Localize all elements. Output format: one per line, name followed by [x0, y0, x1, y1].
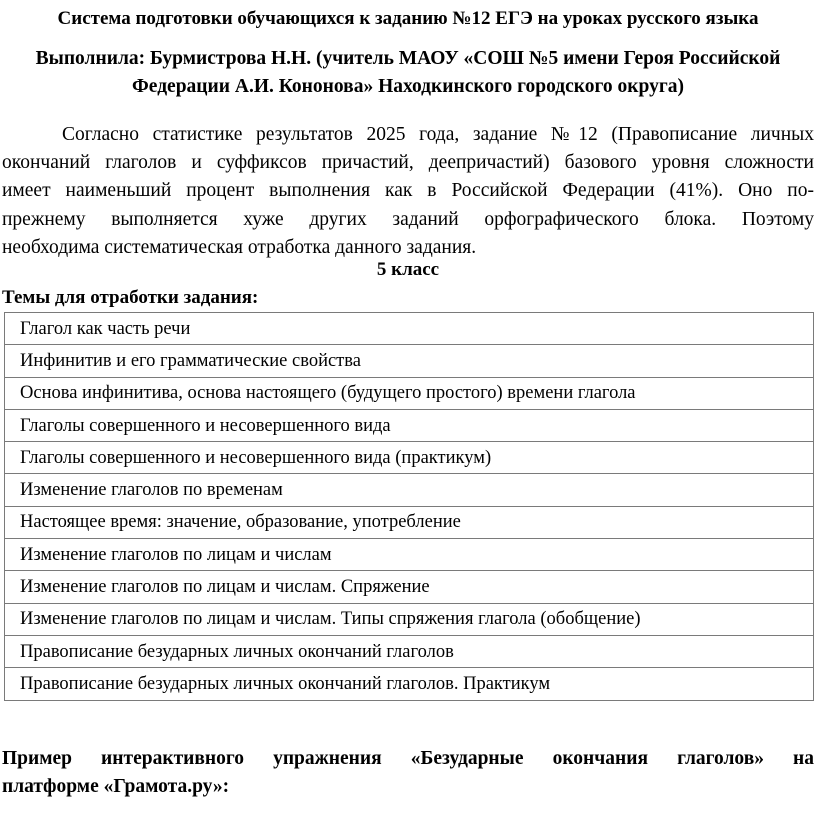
table-row [5, 377, 814, 409]
document-title: Система подготовки обучающихся к заданию №12 ЕГЭ на уроках русского языка [57, 8, 759, 29]
example-heading [2, 745, 814, 801]
topic-cell: Глаголы совершенного и несовершенного вида [5, 409, 814, 441]
example-line-2: платформе «Грамота.ру»: [2, 776, 230, 797]
topic-cell: Правописание безударных личных окончаний глаголов. Практикум [5, 668, 814, 700]
topics-heading: Темы для отработки задания: [2, 287, 259, 308]
topics-table [4, 312, 814, 701]
table-row [5, 539, 814, 571]
table-row [5, 313, 814, 345]
topic-cell: Основа инфинитива, основа настоящего (будущего простого) времени глагола [5, 377, 814, 409]
table-row [5, 668, 814, 700]
example-line-1: Пример интерактивного упражнения «Безударные окончания глаголов» на [2, 748, 814, 769]
topic-cell: Глагол как часть речи [5, 313, 814, 345]
table-row [5, 571, 814, 603]
table-row [5, 474, 814, 506]
table-row [5, 506, 814, 538]
intro-line: окончаний глаголов и суффиксов причастий, деепричастий) базового уровня сложности [2, 152, 814, 174]
intro-line: прежнему выполняется хуже других заданий орфографического блока. Поэтому [2, 208, 814, 230]
table-row [5, 345, 814, 377]
intro-line: Согласно статистике результатов 2025 года, задание №12 (Правописание личных [62, 124, 814, 145]
topic-cell: Изменение глаголов по лицам и числам. Типы спряжения глагола (обобщение) [5, 603, 814, 635]
intro-line: необходима систематическая отработка данного задания. [2, 236, 477, 258]
topic-cell: Инфинитив и его грамматические свойства [5, 345, 814, 377]
topic-cell: Настоящее время: значение, образование, употребление [5, 506, 814, 538]
table-row [5, 442, 814, 474]
topic-cell: Изменение глаголов по временам [5, 474, 814, 506]
topic-cell: Правописание безударных личных окончаний глаголов [5, 635, 814, 667]
intro-line: имеет наименьший процент выполнения как в Российской Федерации (41%). Оно по- [2, 180, 814, 202]
intro-paragraph [2, 121, 814, 262]
topic-cell: Глаголы совершенного и несовершенного вида (практикум) [5, 442, 814, 474]
author-line-2: Федерации А.И. Кононова» Находкинского городского округа) [132, 76, 684, 97]
author-info [0, 45, 816, 101]
table-row [5, 635, 814, 667]
author-line-1: Выполнила: Бурмистрова Н.Н. (учитель МАОУ «СОШ №5 имени Героя Российской [35, 48, 781, 69]
table-row [5, 603, 814, 635]
topic-cell: Изменение глаголов по лицам и числам [5, 539, 814, 571]
grade-heading: 5 класс [376, 259, 440, 280]
table-row [5, 409, 814, 441]
topic-cell: Изменение глаголов по лицам и числам. Спряжение [5, 571, 814, 603]
